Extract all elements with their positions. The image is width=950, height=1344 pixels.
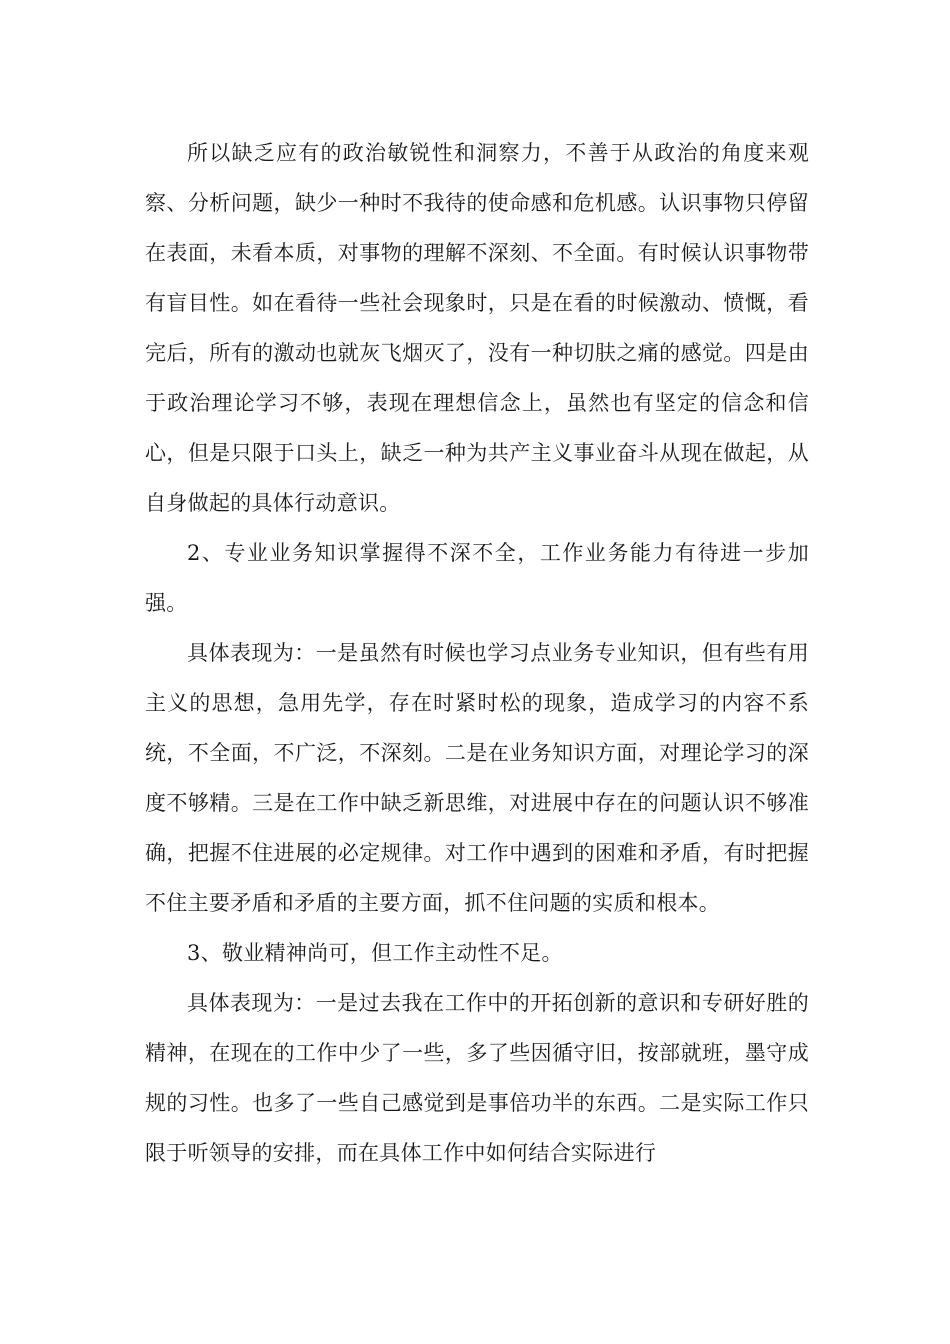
- heading-work-initiative: 3、敬业精神尚可，但工作主动性不足。: [187, 941, 563, 965]
- document-body: [145, 128, 809, 1178]
- paragraph-work-initiative: 具体表现为：一是过去我在工作中的开拓创新的意识和专研好胜的精神，在现在的工作中少了一些，多了些因循守旧，按部就班，墨守成规的习性。也多了一些自己感觉到是事倍功半的东西。二是实际工作只限于听领导的安排，而在具体工作中如何结合实际进行: [145, 991, 809, 1165]
- paragraph-professional-knowledge: 具体表现为：一是虽然有时候也学习点业务专业知识，但有些有用主义的思想，急用先学，存在时紧时松的现象，造成学习的内容不系统，不全面，不广泛，不深刻。二是在业务知识方面，对理论学习的深度不够精。三是在工作中缺乏新思维，对进展中存在的问题认识不够准确，把握不住进展的必定规律。对工作中遇到的困难和矛盾，有时把握不住主要矛盾和矛盾的主要方面，抓不住问题的实质和根本。: [145, 641, 809, 915]
- heading-professional-knowledge: 2、专业业务知识掌握得不深不全，工作业务能力有待进一步加强。: [145, 541, 809, 615]
- paragraph-political-awareness: 所以缺乏应有的政治敏锐性和洞察力，不善于从政治的角度来观察、分析问题，缺少一种时不我待的使命感和危机感。认识事物只停留在表面，未看本质，对事物的理解不深刻、不全面。有时候认识事物带有盲目性。如在看待一些社会现象时，只是在看的时候激动、愤慨，看完后，所有的激动也就灰飞烟灭了，没有一种切肤之痛的感觉。四是由于政治理论学习不够，表现在理想信念上，虽然也有坚定的信念和信心，但是只限于口头上，缺乏一种为共产主义事业奋斗从现在做起，从自身做起的具体行动意识。: [145, 141, 809, 515]
